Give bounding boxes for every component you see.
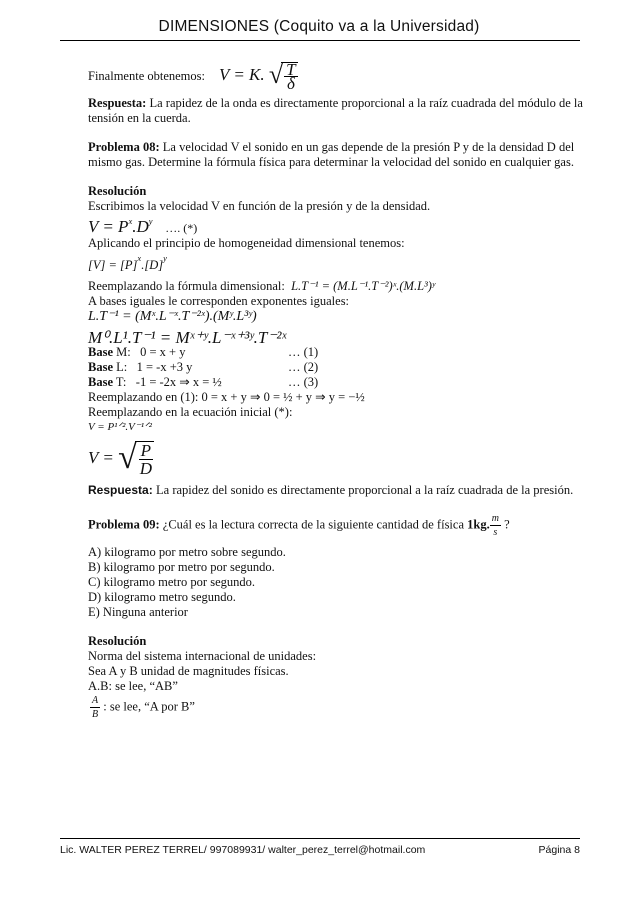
- problem-09-label: Problema 09:: [88, 517, 160, 532]
- res1-eq2: $[V] = [P]^x.[D]^y$: [88, 253, 167, 272]
- problem-08: [88, 140, 588, 170]
- res1-eq7-den: D: [139, 459, 153, 478]
- footer-page-number: Página 8: [538, 844, 580, 856]
- problem-09: [88, 512, 588, 539]
- res2-frac-line: [88, 694, 588, 721]
- res1-eq1-b: .D: [132, 217, 149, 236]
- option-d: D) kilogramo metro segundo.: [88, 590, 236, 604]
- problem-09-num: m: [491, 513, 499, 524]
- res1-line1: Escribimos la velocidad V en función de la presión y de la densidad.: [88, 199, 431, 213]
- res1-line4: A bases iguales le corresponden exponentes iguales:: [88, 294, 350, 308]
- res1-line5: Reemplazando en (1): 0 = x + y ⇒ 0 = ½ + y ⇒ y = −½: [88, 390, 365, 404]
- option-a: A) kilogramo por metro sobre segundo.: [88, 545, 286, 559]
- res2-line1: Norma del sistema internacional de unidades:: [88, 649, 317, 663]
- res2-frac-den: B: [92, 709, 99, 720]
- res1-eq6: V = P¹ᐟ².V⁻¹ᐟ²: [88, 421, 152, 433]
- option-b: B) kilogramo por metro por segundo.: [88, 560, 275, 574]
- res1-eq3: L.T⁻¹ = (M.L⁻¹.T⁻²)ˣ.(M.L³)ʸ: [291, 279, 436, 293]
- base-row-3: [88, 375, 588, 390]
- res1-eq2-a: [V] = [P]: [88, 258, 138, 272]
- base-2-tag: … (2): [288, 360, 319, 374]
- answer-2: [88, 483, 588, 498]
- res1-eq2-b: .[D]: [141, 258, 164, 272]
- res1-eq1-tag: …. (*): [165, 221, 198, 235]
- base-3-label: Base: [88, 375, 113, 389]
- resolution-2-title-text: Resolución: [88, 634, 147, 648]
- final-label: Finalmente obtenemos:: [88, 68, 205, 83]
- problem-09-text: ¿Cuál es la lectura correcta de la siguiente cantidad de física: [162, 517, 465, 532]
- res1-eq7-num: P: [140, 441, 152, 460]
- option-e: E) Ninguna anterior: [88, 605, 188, 619]
- base-row-2: [88, 360, 588, 375]
- resolution-1-title: [88, 184, 588, 199]
- bases-list: [88, 345, 588, 390]
- resolution-1-title-text: Resolución: [88, 184, 147, 198]
- answer-1: [88, 96, 588, 126]
- final-result-line: [88, 60, 588, 93]
- sqrt-sign: √ $\frac{T}{\delta}$: [268, 60, 296, 93]
- header-rule: [60, 40, 580, 41]
- base-3-var: T:: [115, 375, 127, 389]
- problem-08-label: Problema 08:: [88, 140, 160, 154]
- footer-rule: [60, 838, 580, 839]
- res1-line2: Aplicando el principio de homogeneidad dimensional tenemos:: [88, 236, 405, 250]
- base-3-tag: … (3): [288, 375, 319, 389]
- sqrt-sign-2: √ $\frac{P}{D}$: [118, 439, 153, 478]
- res2-line3: A.B: se lee, “AB”: [88, 679, 178, 693]
- resolution-2-title: [88, 634, 588, 649]
- page-header: DIMENSIONES (Coquito va a la Universidad): [158, 18, 480, 35]
- problem-09-end: ?: [504, 517, 510, 532]
- base-1-eq: 0 = x + y: [140, 345, 186, 359]
- problem-08-text: La velocidad V el sonido en un gas depende de la presión P y de la densidad D del mismo gas. Determine la fórmula física para determinar la velocidad del sonido en cualquier gas.: [88, 140, 575, 169]
- answer-1-label: Respuesta:: [88, 96, 147, 110]
- base-2-label: Base: [88, 360, 113, 374]
- answer-2-text: La rapidez del sonido es directamente proporcional a la raíz cuadrada de la presión.: [156, 483, 574, 497]
- res1-eq1: $V = P^x.D^y$ …. (*): [88, 216, 198, 236]
- base-1-var: M:: [116, 345, 131, 359]
- page-content: [88, 62, 588, 721]
- res1-eq1-a: V = P: [88, 217, 129, 236]
- res1-line3-text: Reemplazando la fórmula dimensional:: [88, 279, 285, 293]
- final-lhs: V = K.: [219, 64, 265, 84]
- final-equation: [219, 60, 298, 93]
- answer-1-text: La rapidez de la onda es directamente proporcional a la raíz cuadrada del módulo de la tensión en la cuerda.: [88, 96, 583, 125]
- base-3-eq: -1 = -2x ⇒ x = ½: [135, 375, 222, 389]
- res1-eq7: [88, 441, 588, 477]
- res2-frac-num: A: [92, 695, 99, 706]
- base-2-var: L:: [116, 360, 128, 374]
- res1-line3: [88, 279, 588, 294]
- problem-09-qty: 1kg.: [467, 517, 490, 532]
- base-1-tag: … (1): [288, 345, 319, 359]
- res1-eq7-lhs: V =: [88, 447, 114, 467]
- base-row-1: [88, 345, 588, 360]
- problem-09-frac: [490, 512, 501, 539]
- res1-eq4: L.T⁻¹ = (Mˣ.L⁻ˣ.T⁻²ˣ).(Mʸ.L³ʸ): [88, 309, 257, 324]
- final-num: T: [286, 60, 296, 79]
- base-1-label: Base: [88, 345, 113, 359]
- footer-author: Lic. WALTER PEREZ TERREL/ 997089931/ walter_perez_terrel@hotmail.com: [60, 844, 426, 856]
- final-den: δ: [286, 74, 295, 93]
- res2-line2: Sea A y B unidad de magnitudes físicas.: [88, 664, 289, 678]
- res2-frac-text: : se lee, “A por B”: [103, 699, 195, 714]
- option-c: C) kilogramo metro por segundo.: [88, 575, 255, 589]
- problem-09-den: s: [493, 527, 498, 538]
- answer-2-label: Respuesta:: [88, 483, 153, 497]
- res1-eq5: M⁰.L¹.T⁻¹ = Mˣ⁺ʸ.L⁻ˣ⁺³ʸ.T⁻²ˣ: [88, 328, 287, 347]
- res1-line6: Reemplazando en la ecuación inicial (*):: [88, 405, 293, 419]
- base-2-eq: 1 = -x +3 y: [136, 360, 193, 374]
